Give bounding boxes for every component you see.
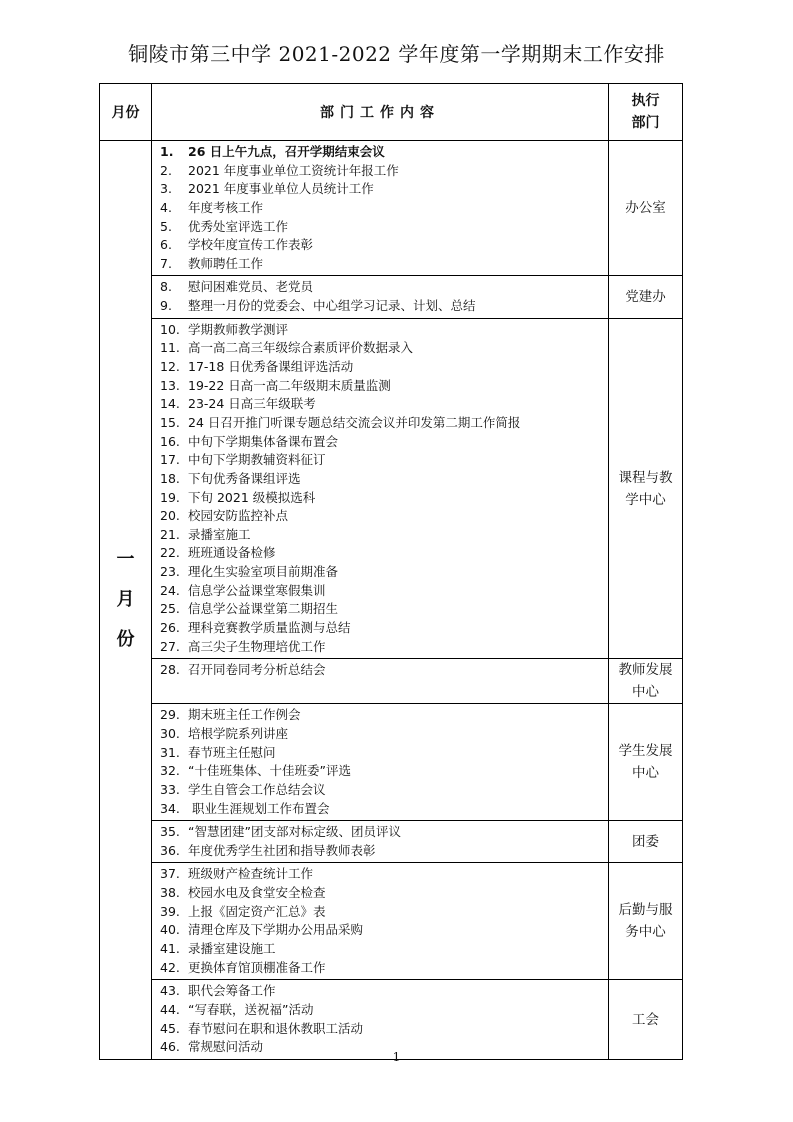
- department-cell: [609, 863, 683, 980]
- work-schedule-table: [99, 83, 683, 1060]
- task-item: [160, 982, 608, 1001]
- department-name: 党建办: [625, 289, 666, 306]
- department-name: 后勤与服: [618, 902, 673, 919]
- task-item: [160, 563, 608, 582]
- task-number: 39.: [160, 903, 180, 919]
- task-item: [160, 414, 608, 433]
- task-number: 16.: [160, 433, 180, 449]
- task-number: 10.: [160, 321, 180, 337]
- task-number: 26.: [160, 620, 180, 636]
- task-item: [160, 470, 608, 489]
- task-text: 录播室施工: [188, 526, 251, 542]
- task-item: [160, 199, 608, 218]
- task-item: [160, 959, 608, 978]
- month-char: 月: [116, 588, 135, 610]
- task-text: 优秀处室评选工作: [188, 218, 289, 234]
- task-text: 校园安防监控补点: [188, 508, 289, 524]
- task-text: 理化生实验室项目前期准备: [188, 564, 339, 580]
- task-number: 14.: [160, 396, 180, 412]
- task-item: [160, 842, 608, 861]
- task-item: [160, 1001, 608, 1020]
- department-cell: [609, 980, 683, 1060]
- task-number: 15.: [160, 414, 180, 430]
- task-item: [160, 781, 608, 800]
- task-text: 录播室建设施工: [188, 940, 276, 956]
- table-row: [100, 659, 683, 704]
- task-text: 年度考核工作: [188, 199, 264, 215]
- department-name: 课程与教: [618, 469, 673, 486]
- task-item: [160, 180, 608, 199]
- table-row: [100, 863, 683, 980]
- table-body: [100, 141, 683, 1060]
- task-text: “写春联，送祝福”活动: [188, 1001, 314, 1017]
- dept-header-line2: 部门: [631, 115, 660, 131]
- department-cell: [609, 276, 683, 318]
- task-number: 6.: [160, 237, 172, 253]
- task-text: 下旬优秀备课组评选: [188, 470, 301, 486]
- task-number: 27.: [160, 638, 180, 654]
- table-header-row: [100, 84, 683, 141]
- task-number: 31.: [160, 744, 180, 760]
- task-item: [160, 762, 608, 781]
- task-text: 整理一月份的党委会、中心组学习记录、计划、总结: [188, 298, 476, 314]
- task-number: 34.: [160, 800, 180, 816]
- table-row: [100, 141, 683, 276]
- task-list-cell: [152, 704, 609, 821]
- task-item: [160, 451, 608, 470]
- task-item: [160, 377, 608, 396]
- task-number: 28.: [160, 662, 180, 678]
- task-text: 召开同卷同考分析总结会: [188, 662, 326, 678]
- task-item: [160, 489, 608, 508]
- task-number: 3.: [160, 181, 172, 197]
- task-number: 35.: [160, 824, 180, 840]
- task-text: 清理仓库及下学期办公用品采购: [188, 922, 364, 938]
- task-text: 班班通设备检修: [188, 545, 276, 561]
- task-item: [160, 526, 608, 545]
- task-item: [160, 162, 608, 181]
- task-item: [160, 823, 608, 842]
- month-char: 一: [116, 548, 135, 570]
- task-number: 45.: [160, 1020, 180, 1036]
- task-text: 高三尖子生物理培优工作: [188, 638, 326, 654]
- content-header: 部门工作内容: [152, 84, 609, 141]
- task-text: 上报《固定资产汇总》表: [188, 903, 326, 919]
- task-text: 理科竞赛教学质量监测与总结: [188, 620, 351, 636]
- task-number: 41.: [160, 940, 180, 956]
- task-text: 23-24 日高三年级联考: [188, 396, 316, 412]
- task-list-cell: [152, 318, 609, 659]
- task-number: 40.: [160, 922, 180, 938]
- task-item: [160, 940, 608, 959]
- task-text: 24 日召开推门听课专题总结交流会议并印发第二期工作简报: [188, 414, 521, 430]
- task-number: 37.: [160, 866, 180, 882]
- task-text: 春节班主任慰问: [188, 744, 276, 760]
- department-name: 团委: [632, 833, 659, 850]
- department-name: 中心: [632, 765, 659, 782]
- document-title: 铜陵市第三中学 2021-2022 学年度第一学期期末工作安排: [128, 42, 665, 66]
- department-cell: [609, 318, 683, 659]
- task-number: 29.: [160, 707, 180, 723]
- task-item: [160, 236, 608, 255]
- department-cell: [609, 821, 683, 863]
- task-item: [160, 143, 608, 162]
- table-row: [100, 318, 683, 659]
- department-name: 学中心: [625, 491, 666, 508]
- department-cell: [609, 141, 683, 276]
- task-item: [160, 1020, 608, 1039]
- task-item: [160, 725, 608, 744]
- task-number: 8.: [160, 279, 172, 295]
- table-row: [100, 980, 683, 1060]
- department-name: 中心: [632, 684, 659, 701]
- table-row: [100, 276, 683, 318]
- task-list-cell: [152, 659, 609, 704]
- task-number: 25.: [160, 601, 180, 617]
- task-number: 17.: [160, 452, 180, 468]
- task-item: [160, 884, 608, 903]
- task-text: 教师聘任工作: [188, 255, 264, 271]
- task-text: 2021 年度事业单位工资统计年报工作: [188, 162, 399, 178]
- task-number: 21.: [160, 526, 180, 542]
- task-number: 9.: [160, 298, 172, 314]
- task-item: [160, 339, 608, 358]
- task-text: 年度优秀学生社团和指导教师表彰: [188, 842, 376, 858]
- task-number: 36.: [160, 842, 180, 858]
- task-item: [160, 433, 608, 452]
- task-text: 学校年度宣传工作表彰: [188, 237, 314, 253]
- task-item: [160, 800, 608, 819]
- task-text: 信息学公益课堂第二期招生: [188, 601, 339, 617]
- task-text: 职代会筹备工作: [188, 983, 276, 999]
- task-number: 30.: [160, 725, 180, 741]
- task-text: 培根学院系列讲座: [188, 725, 289, 741]
- task-item: [160, 582, 608, 601]
- task-number: 32.: [160, 763, 180, 779]
- task-number: 22.: [160, 545, 180, 561]
- task-number: 11.: [160, 340, 180, 356]
- task-item: [160, 395, 608, 414]
- task-number: 7.: [160, 255, 172, 271]
- task-number: 13.: [160, 377, 180, 393]
- task-number: 5.: [160, 218, 172, 234]
- department-name: 教师发展: [618, 662, 673, 679]
- department-name: 办公室: [625, 200, 666, 217]
- task-text: 职业生涯规划工作布置会: [188, 800, 330, 816]
- month-header: 月份: [100, 84, 152, 141]
- task-item: [160, 278, 608, 297]
- dept-header-line1: 执行: [631, 93, 660, 109]
- task-text: 2021 年度事业单位人员统计工作: [188, 181, 374, 197]
- task-number: 23.: [160, 564, 180, 580]
- department-cell: [609, 704, 683, 821]
- table-row: [100, 821, 683, 863]
- task-text: 校园水电及食堂安全检查: [188, 885, 326, 901]
- task-number: 33.: [160, 781, 180, 797]
- department-name: 工会: [632, 1011, 659, 1028]
- task-list-cell: [152, 980, 609, 1060]
- task-number: 42.: [160, 959, 180, 975]
- task-text: 19-22 日高一高二年级期末质量监测: [188, 377, 391, 393]
- task-text: 学生自管会工作总结会议: [188, 781, 326, 797]
- task-text: 班级财产检查统计工作: [188, 866, 314, 882]
- task-item: [160, 507, 608, 526]
- task-item: [160, 321, 608, 340]
- task-number: 4.: [160, 199, 172, 215]
- task-number: 18.: [160, 470, 180, 486]
- task-number: 38.: [160, 885, 180, 901]
- task-text: 信息学公益课堂寒假集训: [188, 582, 326, 598]
- task-item: [160, 865, 608, 884]
- task-number: 1.: [160, 144, 174, 159]
- task-text: 学期教师教学测评: [188, 321, 289, 337]
- task-text: 慰问困难党员、老党员: [188, 279, 314, 295]
- task-number: 24.: [160, 582, 180, 598]
- task-item: [160, 661, 608, 680]
- page-number: 1: [392, 1050, 401, 1064]
- task-item: [160, 544, 608, 563]
- task-text: 常规慰问活动: [188, 1039, 264, 1055]
- task-number: 43.: [160, 983, 180, 999]
- task-text: “十佳班集体、十佳班委”评选: [188, 763, 351, 779]
- task-text: 中旬下学期集体备课布置会: [188, 433, 339, 449]
- task-item: [160, 706, 608, 725]
- table-row: [100, 704, 683, 821]
- task-text: 期末班主任工作例会: [188, 707, 301, 723]
- task-text: 17-18 日优秀备课组评选活动: [188, 359, 354, 375]
- task-text: 下旬 2021 级模拟选科: [188, 489, 316, 505]
- task-item: [160, 903, 608, 922]
- task-number: 2.: [160, 162, 172, 178]
- task-item: [160, 921, 608, 940]
- task-text: 高一高二高三年级综合素质评价数据录入: [188, 340, 414, 356]
- month-cell: [100, 141, 152, 1060]
- task-list-cell: [152, 863, 609, 980]
- task-number: 12.: [160, 359, 180, 375]
- task-item: [160, 255, 608, 274]
- task-list-cell: [152, 141, 609, 276]
- task-list-cell: [152, 276, 609, 318]
- task-item: [160, 358, 608, 377]
- task-number: 44.: [160, 1001, 180, 1017]
- task-text: 更换体育馆顶棚准备工作: [188, 959, 326, 975]
- task-item: [160, 619, 608, 638]
- month-char: 份: [116, 628, 135, 650]
- task-item: [160, 600, 608, 619]
- task-number: 19.: [160, 489, 180, 505]
- task-number: 20.: [160, 508, 180, 524]
- task-text: 春节慰问在职和退休教职工活动: [188, 1020, 364, 1036]
- department-name: 务中心: [625, 924, 666, 941]
- task-text: 26 日上午九点，召开学期结束会议: [188, 144, 385, 159]
- department-name: 学生发展: [618, 743, 673, 760]
- dept-header: [609, 84, 683, 141]
- task-text: 中旬下学期教辅资料征订: [188, 452, 326, 468]
- task-item: [160, 744, 608, 763]
- task-item: [160, 297, 608, 316]
- task-item: [160, 218, 608, 237]
- department-cell: [609, 659, 683, 704]
- task-list-cell: [152, 821, 609, 863]
- task-text: “智慧团建”团支部对标定级、团员评议: [188, 824, 401, 840]
- task-number: 46.: [160, 1039, 180, 1055]
- task-item: [160, 638, 608, 657]
